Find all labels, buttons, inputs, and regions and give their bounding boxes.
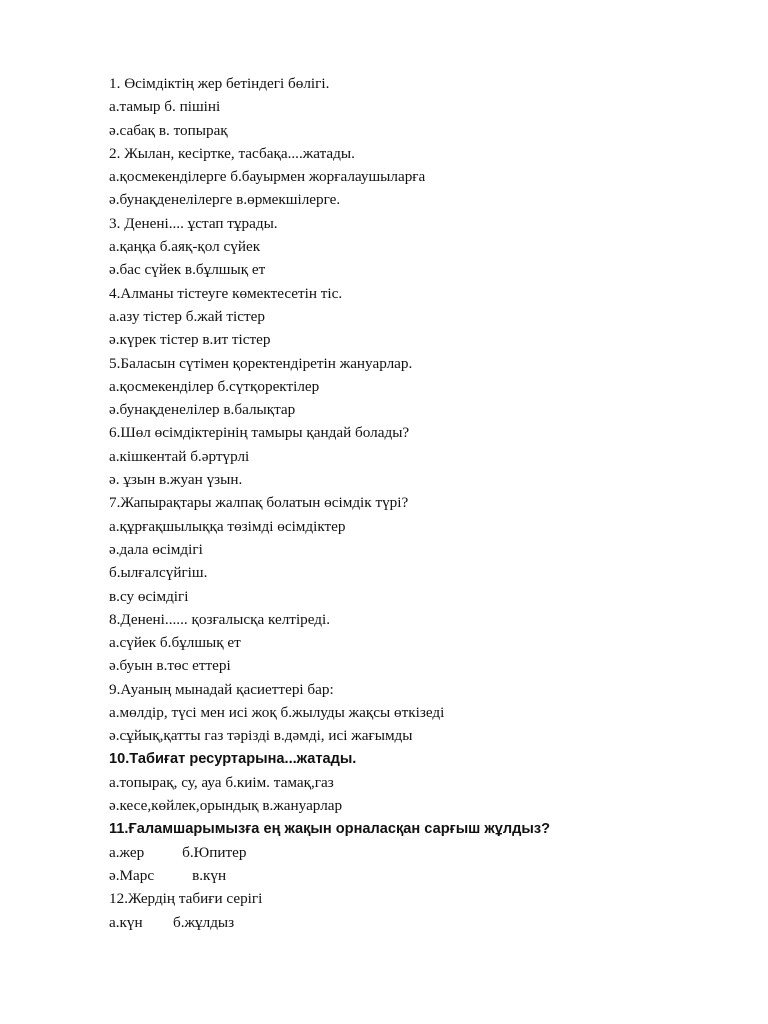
- text-line: в.су өсімдігі: [109, 587, 189, 605]
- text-line: ә.сұйық,қатты газ тәрізді в.дәмді, исі жағымды: [109, 727, 413, 745]
- text-line: ә.дала өсімдігі: [109, 540, 203, 558]
- text-line: ә. ұзын в.жуан үзын.: [109, 471, 243, 489]
- text-line: ә.бунақденелілерге в.өрмекшілерге.: [109, 191, 341, 209]
- text-line: 3. Денені.... ұстап тұрады.: [109, 214, 278, 232]
- quiz-text-block: [109, 72, 729, 934]
- text-line: а.күн б.жұлдыз: [109, 913, 235, 931]
- text-line: ә.Марс в.күн: [109, 867, 227, 885]
- text-line: а.кішкентай б.әртүрлі: [109, 447, 250, 465]
- text-line: а.топырақ, су, ауа б.киім. тамақ,газ: [109, 773, 334, 791]
- text-line: 6.Шөл өсімдіктерінің тамыры қандай болады?: [109, 424, 410, 442]
- text-line: ә.бунақденелілер в.балықтар: [109, 401, 296, 419]
- text-line: 4.Алманы тістеуге көмектесетін тіс.: [109, 284, 343, 302]
- text-line: 5.Баласын сүтімен қоректендіретін жануарлар.: [109, 354, 413, 372]
- text-line: б.ылғалсүйгіш.: [109, 564, 208, 582]
- text-line: 8.Денені...... қозғалысқа келтіреді.: [109, 610, 331, 628]
- text-line: ә.кесе,көйлек,орындық в.жануарлар: [109, 797, 343, 815]
- text-line: 11.Ғаламшарымызға ең жақын орналасқан сарғыш жұлдыз?: [109, 820, 551, 837]
- text-line: а.сүйек б.бұлшық ет: [109, 634, 241, 652]
- text-line: а.жер б.Юпитер: [109, 843, 247, 861]
- text-line: 9.Ауаның мынадай қасиеттері бар:: [109, 680, 334, 698]
- text-line: а.құрғақшылыққа төзімді өсімдіктер: [109, 517, 346, 535]
- text-line: а.қосмекенділерге б.бауырмен жорғалаушыларға: [109, 168, 426, 186]
- text-line: 10.Табиғат ресуртарына...жатады.: [109, 750, 357, 767]
- text-line: ә.сабақ в. топырақ: [109, 121, 228, 139]
- text-line: 2. Жылан, кесіртке, тасбақа....жатады.: [109, 144, 355, 162]
- text-line: а.қосмекенділер б.сүтқоректілер: [109, 377, 320, 395]
- text-line: а.тамыр б. пішіні: [109, 98, 221, 116]
- text-line: а.азу тістер б.жай тістер: [109, 307, 265, 325]
- text-line: 7.Жапырақтары жалпақ болатын өсімдік түрі?: [109, 494, 409, 512]
- text-line: а.қаңқа б.аяқ-қол сүйек: [109, 238, 261, 256]
- text-line: ә.буын в.төс еттері: [109, 657, 231, 675]
- text-line: ә.бас сүйек в.бұлшық ет: [109, 261, 266, 279]
- text-line: а.мөлдір, түсі мен исі жоқ б.жылуды жақсы өткізеді: [109, 704, 445, 722]
- text-line: 1. Өсімдіктің жер бетіндегі бөлігі.: [109, 75, 330, 92]
- text-line: 12.Жердің табиғи серігі: [109, 890, 263, 908]
- text-line: ә.күрек тістер в.ит тістер: [109, 331, 271, 349]
